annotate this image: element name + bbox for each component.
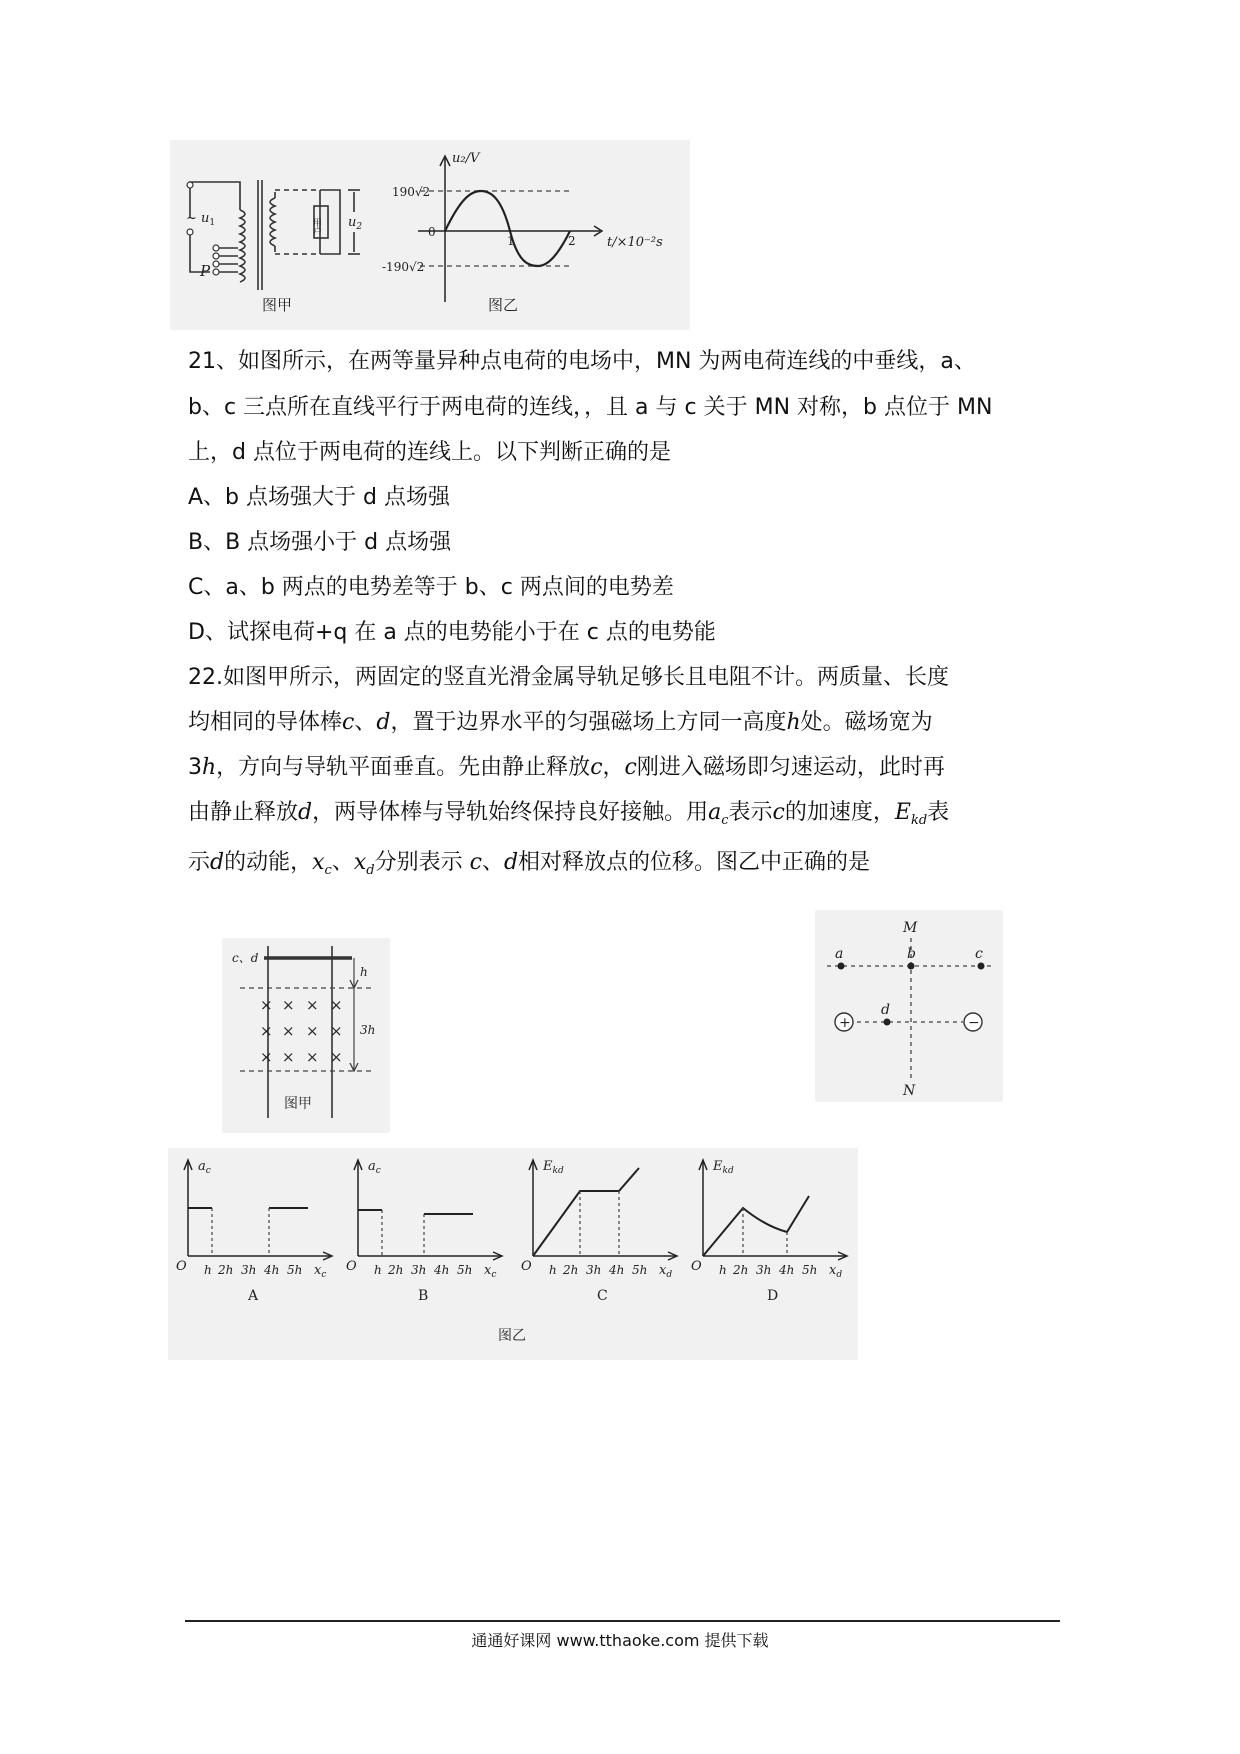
- q22-line1: 22.如图甲所示，两固定的竖直光滑金属导轨足够长且电阻不计。两质量、长度: [188, 665, 949, 690]
- transformer-figure: [170, 140, 690, 330]
- q21-line1: 21、如图所示，在两等量异种点电荷的电场中，MN 为两电荷连线的中垂线，a、: [188, 349, 976, 374]
- plus-charge: +: [839, 1015, 851, 1031]
- svg-text:×: ×: [282, 996, 295, 1014]
- svg-text:4h: 4h: [264, 1263, 280, 1277]
- magnetic-field-crosses: [260, 996, 343, 1066]
- svg-text:2h: 2h: [733, 1263, 749, 1277]
- q21-option-d: D、试探电荷+q 在 a 点的电势能小于在 c 点的电势能: [188, 620, 716, 645]
- label-3h: 3h: [360, 1023, 376, 1037]
- label-c: c: [975, 946, 983, 962]
- svg-text:ac: $a_c$: [368, 1159, 381, 1176]
- svg-text:xc: $x_c$: [314, 1263, 327, 1280]
- svg-text:ac: $a_c$: [198, 1159, 211, 1176]
- q21-line3: 上，d 点位于两电荷的连线上。以下判断正确的是: [188, 440, 671, 465]
- svg-text:×: ×: [282, 1022, 295, 1040]
- svg-text:×: ×: [306, 1022, 319, 1040]
- graph-d: [691, 1159, 847, 1304]
- q21-option-c: C、a、b 两点的电势差等于 b、c 两点间的电势差: [188, 575, 674, 600]
- graph-b: [346, 1159, 502, 1304]
- svg-text:×: ×: [330, 1022, 343, 1040]
- label-cd: c、d: [232, 951, 259, 965]
- axis-y-label: u₂/V: [452, 151, 480, 166]
- charges-figure-svg: [815, 910, 1003, 1102]
- minus-charge: −: [968, 1015, 980, 1031]
- q22-line2: 均相同的导体棒c、d，置于边界水平的匀强磁场上方同一高度h处。磁场宽为: [188, 710, 933, 735]
- svg-text:×: ×: [306, 996, 319, 1014]
- caption-yi-graphs: 图乙: [498, 1328, 526, 1344]
- footer-rule: [185, 1620, 1060, 1622]
- svg-text:5h: 5h: [632, 1263, 648, 1277]
- svg-text:Ekd: $E_{kd}$: [713, 1159, 734, 1176]
- graphs-figure-svg: [168, 1148, 858, 1360]
- caption-yi: 图乙: [488, 296, 519, 314]
- svg-text:4h: 4h: [779, 1263, 795, 1277]
- svg-text:×: ×: [330, 996, 343, 1014]
- graph-c: [521, 1159, 677, 1304]
- svg-text:×: ×: [306, 1048, 319, 1066]
- svg-text:h: h: [204, 1263, 212, 1277]
- svg-text:B: B: [418, 1288, 429, 1304]
- label-d: d: [881, 1002, 890, 1018]
- q21-option-b: B、B 点场强小于 d 点场强: [188, 530, 452, 555]
- label-h: h: [360, 965, 368, 979]
- label-a: a: [835, 946, 844, 962]
- axis-x-label: t/×10⁻²s: [607, 235, 663, 250]
- svg-text:xd: $x_d$: [829, 1263, 843, 1280]
- tick-2: 2: [568, 234, 576, 248]
- graph-a: [176, 1159, 332, 1304]
- q22-line3: 3h，方向与导轨平面垂直。先由静止释放c，c刚进入磁场即匀速运动，此时再: [188, 755, 945, 780]
- svg-text:×: ×: [282, 1048, 295, 1066]
- svg-text:×: ×: [260, 1022, 273, 1040]
- rails-figure: [222, 938, 390, 1133]
- svg-text:2h: 2h: [218, 1263, 234, 1277]
- label-P: P: [200, 262, 211, 280]
- q21-line2: b、c 三点所在直线平行于两电荷的连线，，且 a 与 c 关于 MN 对称，b 点位于 MN: [188, 395, 993, 420]
- caption-jia: 图甲: [262, 296, 293, 314]
- rails-figure-svg: [222, 938, 390, 1133]
- svg-text:2h: 2h: [563, 1263, 579, 1277]
- label-u2: $u_2$: [348, 215, 363, 232]
- svg-text:Ekd: $E_{kd}$: [543, 1159, 564, 1176]
- svg-text:O: O: [346, 1259, 357, 1274]
- q21-option-a: A、b 点场强大于 d 点场强: [188, 485, 450, 510]
- svg-text:D: D: [767, 1288, 779, 1304]
- svg-text:3h: 3h: [756, 1263, 772, 1277]
- svg-text:xd: $x_d$: [659, 1263, 673, 1280]
- svg-text:3h: 3h: [586, 1263, 602, 1277]
- tick-zero: 0: [428, 225, 436, 239]
- caption-jia-rails: 图甲: [284, 1096, 312, 1112]
- svg-text:h: h: [549, 1263, 557, 1277]
- svg-text:O: O: [176, 1259, 187, 1274]
- transformer-figure-svg: [170, 140, 690, 330]
- label-b: b: [907, 946, 916, 962]
- svg-text:h: h: [374, 1263, 382, 1277]
- svg-text:×: ×: [260, 996, 273, 1014]
- label-N: N: [903, 1083, 916, 1099]
- tick-1: 1: [507, 234, 515, 248]
- svg-text:5h: 5h: [287, 1263, 303, 1277]
- svg-text:xc: $x_c$: [484, 1263, 497, 1280]
- sine-curve: [445, 191, 570, 266]
- svg-text:O: O: [691, 1259, 702, 1274]
- charges-figure: [815, 910, 1003, 1102]
- svg-text:4h: 4h: [434, 1263, 450, 1277]
- svg-text:h: h: [719, 1263, 727, 1277]
- q22-line5: 示d的动能，$x_c$、$x_d$分别表示 c、d相对释放点的位移。图乙中正确的是: [188, 850, 871, 878]
- label-M: M: [903, 920, 918, 936]
- footer-text: 通通好课网 www.tthaoke.com 提供下载: [471, 1631, 769, 1650]
- svg-text:A: A: [248, 1288, 259, 1304]
- svg-text:×: ×: [330, 1048, 343, 1066]
- svg-text:3h: 3h: [241, 1263, 257, 1277]
- label-user: 用户: [311, 218, 321, 236]
- svg-text:C: C: [597, 1288, 608, 1304]
- svg-text:O: O: [521, 1259, 532, 1274]
- svg-text:5h: 5h: [802, 1263, 818, 1277]
- label-u1: ~ $u_1$: [186, 211, 216, 228]
- svg-text:2h: 2h: [388, 1263, 404, 1277]
- svg-text:5h: 5h: [457, 1263, 473, 1277]
- q22-line4: 由静止释放d，两导体棒与导轨始终保持良好接触。用$a_c$表示c的加速度，$E_{kd}$表: [188, 800, 950, 828]
- svg-text:3h: 3h: [411, 1263, 427, 1277]
- svg-text:×: ×: [260, 1048, 273, 1066]
- tick-pos: 190√2: [392, 185, 431, 199]
- svg-text:4h: 4h: [609, 1263, 625, 1277]
- graphs-figure: [168, 1148, 858, 1360]
- tick-neg: -190√2: [382, 260, 425, 274]
